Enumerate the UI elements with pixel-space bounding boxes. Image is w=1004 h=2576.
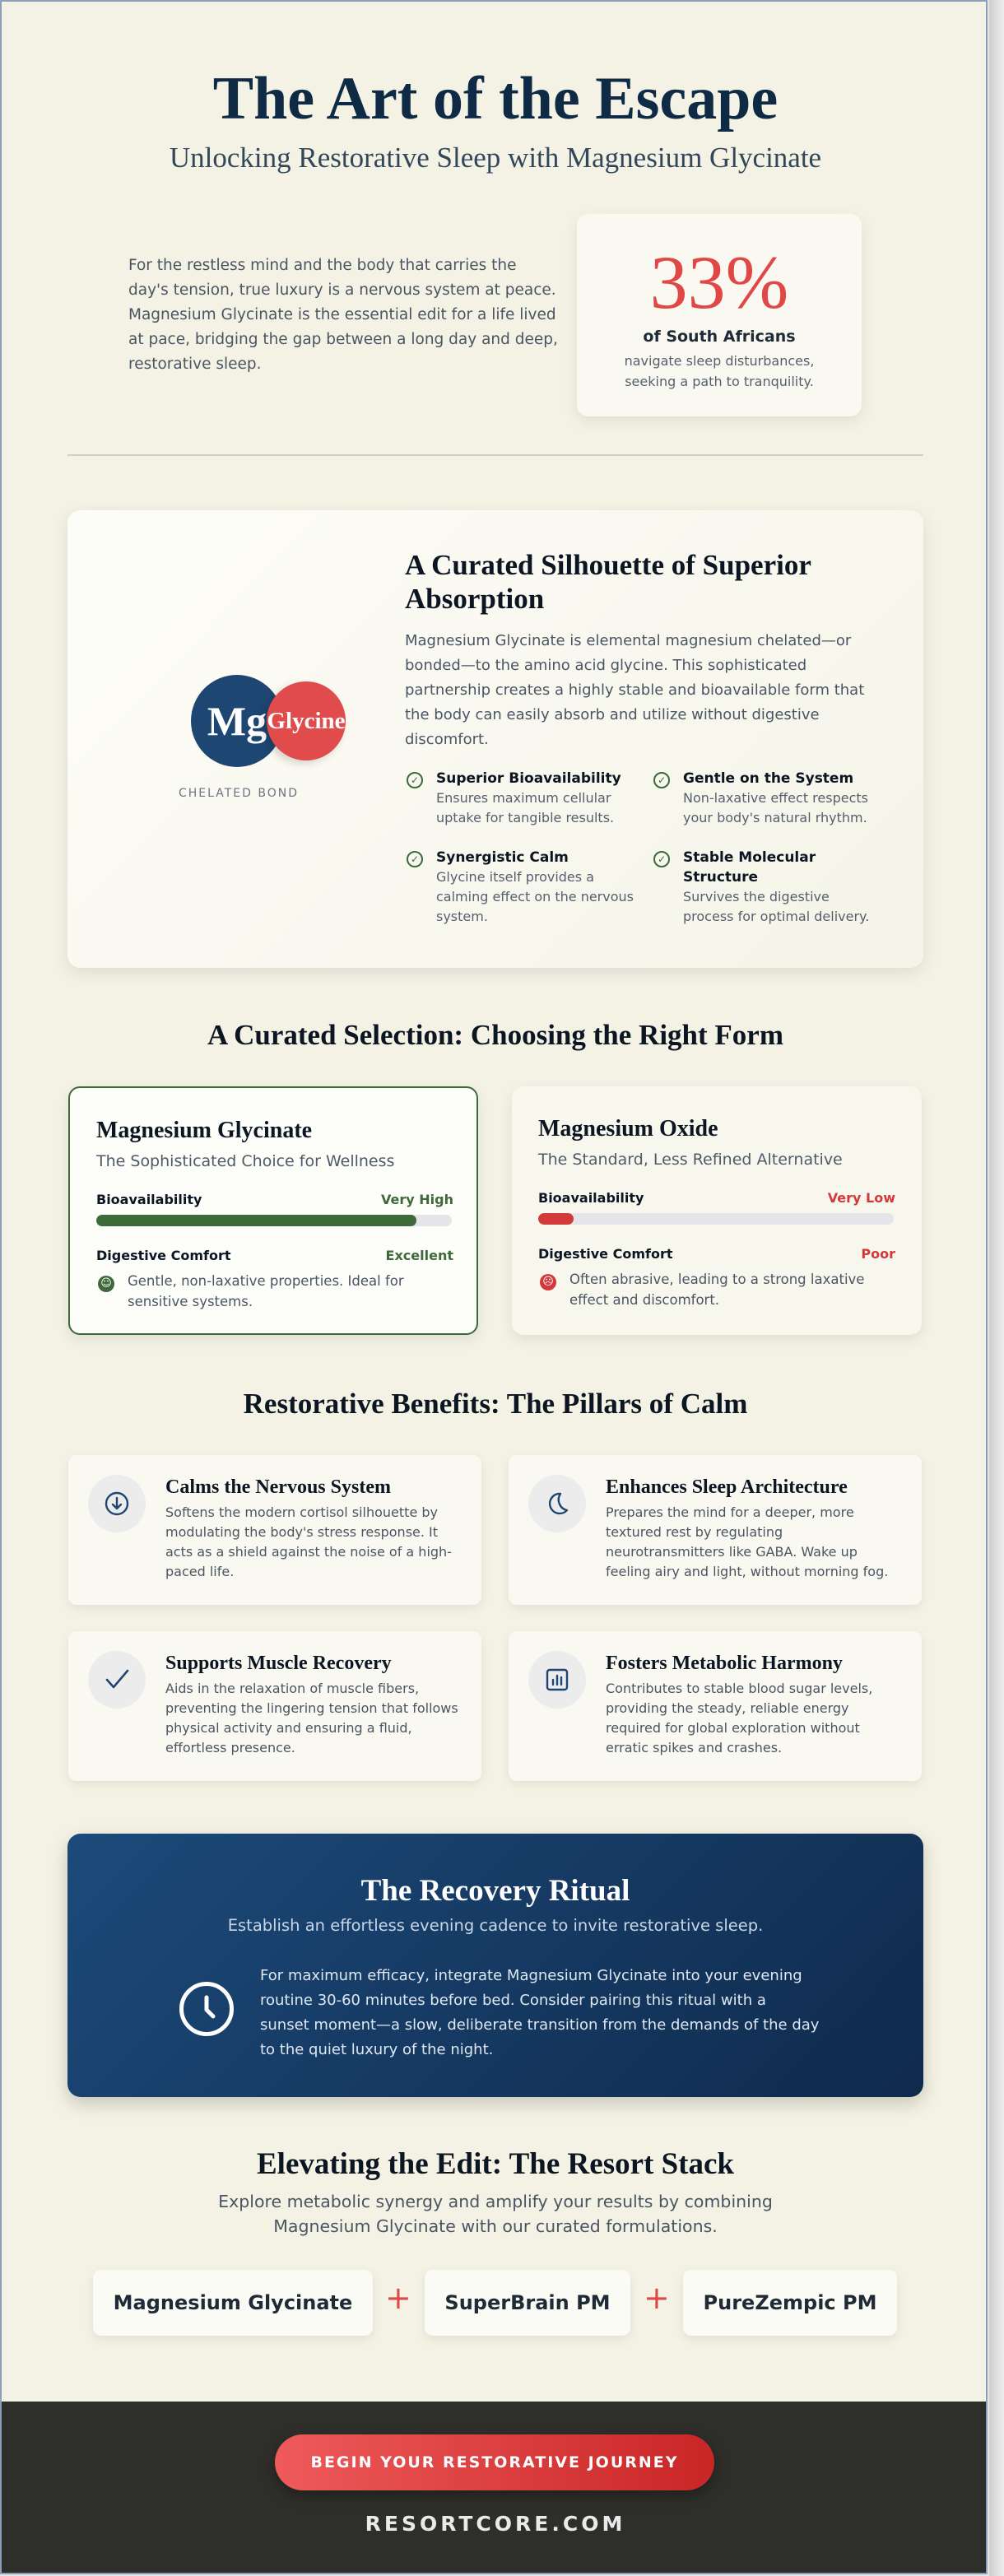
page-edge-shadow: [989, 0, 1004, 2576]
stat-label: of South Africans: [643, 328, 796, 346]
absorption-text: Magnesium Glycinate is elemental magnesium chelated—or bonded—to the amino acid glycine. This sophisticated partnership creates a highly stable and bioavailable form that the body can easily absorb and utilize without digestive discomfort.: [405, 632, 865, 748]
bioavailability-bar: [96, 1215, 452, 1226]
digestive-row: [538, 1246, 895, 1262]
site-link[interactable]: RESORTCORE.COM: [365, 2512, 626, 2536]
bar-chart-icon: [528, 1651, 586, 1709]
check-circle-icon: ✓: [407, 772, 423, 788]
product-pill-purezempic-pm[interactable]: PureZempic PM: [683, 2270, 897, 2336]
benefit-title: Supports Muscle Recovery: [165, 1653, 392, 1674]
feature-title: Superior Bioavailability: [436, 770, 621, 787]
benefit-card: [509, 1455, 922, 1605]
bioavailability-label: Bioavailability: [538, 1190, 644, 1206]
feature-title: Synergistic Calm: [436, 849, 569, 866]
section-divider: [67, 454, 923, 456]
product-pill-superbrain-pm[interactable]: SuperBrain PM: [425, 2270, 630, 2336]
feature-desc: Glycine itself provides a calming effect on the nervous system.: [436, 869, 634, 924]
plus-icon: +: [644, 2280, 670, 2316]
feature-item: [407, 848, 634, 927]
clock-icon: [179, 1982, 234, 2036]
form-subtitle: The Standard, Less Refined Alternative: [538, 1151, 843, 1169]
stat-card: [577, 214, 862, 416]
benefits-title: Restorative Benefits: The Pillars of Calm: [243, 1388, 748, 1420]
plus-icon: +: [385, 2280, 411, 2316]
feature-title: Gentle on the System: [683, 770, 854, 787]
stat-value: 33%: [649, 240, 789, 324]
check-circle-icon: ✓: [407, 851, 423, 867]
benefit-title: Fosters Metabolic Harmony: [606, 1653, 843, 1674]
benefit-desc: Contributes to stable blood sugar levels, providing the steady, reliable energy required for global exploration without erratic spikes and crashes.: [606, 1681, 873, 1755]
form-name: Magnesium Oxide: [538, 1116, 718, 1142]
benefit-desc: Prepares the mind for a deeper, more textured rest by regulating neurotransmitters like GABA. Wake up feeling airy and light, without morning fog.: [606, 1504, 889, 1579]
form-card-glycinate: [68, 1086, 478, 1335]
benefit-desc: Aids in the relaxation of muscle fibers, preventing the lingering tension that follows physical activity and ensuring a fluid, effortless presence.: [165, 1681, 458, 1755]
moon-icon: [528, 1475, 586, 1532]
check-circle-icon: ✓: [653, 772, 670, 788]
digestive-label: Digestive Comfort: [96, 1248, 231, 1263]
feature-item: [407, 769, 629, 826]
absorption-title: A Curated Silhouette of Superior Absorption: [405, 549, 811, 615]
ritual-panel: [67, 1834, 923, 2097]
bioavailability-bar-fill: [96, 1215, 416, 1226]
form-subtitle: The Sophisticated Choice for Wellness: [96, 1152, 395, 1170]
bioavailability-bar: [538, 1213, 894, 1225]
stack-subtitle: Explore metabolic synergy and amplify your results by combining Magnesium Glycinate with our curated formulations.: [218, 2192, 773, 2236]
benefit-card: [68, 1455, 481, 1605]
form-card-oxide: [512, 1086, 922, 1335]
benefit-title: Calms the Nervous System: [165, 1476, 391, 1498]
arrow-down-circle-icon: [88, 1475, 146, 1532]
smile-icon: ☺: [98, 1276, 114, 1292]
form-name: Magnesium Glycinate: [96, 1118, 313, 1143]
check-circle-icon: ✓: [653, 851, 670, 867]
frown-icon: ☹: [540, 1274, 556, 1290]
selection-title: A Curated Selection: Choosing the Right Form: [207, 1019, 783, 1051]
intro-text: For the restless mind and the body that carries the day's tension, true luxury is a nervous system at peace. Magnesium Glycinate is the essential edit for a life lived at pace, bridging the gap between a long day and deep, restorative sleep.: [128, 257, 558, 373]
page-title: The Art of the Escape: [212, 65, 779, 133]
feature-item: [653, 848, 876, 927]
bioavailability-value: Very Low: [827, 1190, 895, 1206]
digestive-value: Excellent: [385, 1248, 453, 1263]
chelated-bond-label: CHELATED BOND: [178, 787, 300, 800]
feature-item: [653, 769, 876, 826]
product-pill-magnesium-glycinate[interactable]: Magnesium Glycinate: [93, 2270, 373, 2336]
feature-title: Stable Molecular Structure: [683, 849, 816, 886]
check-icon: [88, 1651, 146, 1709]
footer: [2, 2402, 988, 2574]
digestive-row: [96, 1248, 453, 1263]
bioavailability-value: Very High: [381, 1192, 453, 1207]
bioavailability-bar-fill: [538, 1213, 574, 1225]
ritual-text: For maximum efficacy, integrate Magnesium Glycinate into your evening routine 30-60 minutes before bed. Consider pairing this ritual with a sunset moment—a slow, deliberate transition from the demands of the day to the quiet luxury of the night.: [260, 1967, 820, 2058]
mg-circle: Mg: [191, 675, 283, 767]
cta-button[interactable]: BEGIN YOUR RESTORATIVE JOURNEY: [275, 2434, 714, 2490]
ritual-subtitle: Establish an effortless evening cadence to invite restorative sleep.: [227, 1916, 764, 1935]
form-note: Gentle, non-laxative properties. Ideal for sensitive systems.: [128, 1273, 404, 1309]
form-note: Often abrasive, leading to a strong laxative effect and discomfort.: [569, 1272, 865, 1308]
feature-desc: Ensures maximum cellular uptake for tangible results.: [436, 790, 615, 825]
benefit-desc: Softens the modern cortisol silhouette by modulating the body's stress response. It acts as a shield against the noise of a high-paced life.: [165, 1504, 452, 1579]
bioavailability-label: Bioavailability: [96, 1192, 202, 1207]
digestive-label: Digestive Comfort: [538, 1246, 673, 1262]
bioavailability-row: [96, 1192, 453, 1207]
feature-desc: Survives the digestive process for optimal delivery.: [683, 889, 870, 924]
benefit-card: [68, 1631, 481, 1781]
benefit-card: [509, 1631, 922, 1781]
page-subtitle: Unlocking Restorative Sleep with Magnesium Glycinate: [169, 142, 822, 174]
feature-desc: Non-laxative effect respects your body's natural rhythm.: [683, 790, 868, 825]
digestive-value: Poor: [861, 1246, 895, 1262]
stack-title: Elevating the Edit: The Resort Stack: [256, 2147, 734, 2181]
glycine-circle: Glycine: [267, 681, 346, 760]
ritual-title: The Recovery Ritual: [360, 1874, 630, 1908]
stat-description: navigate sleep disturbances, seeking a path to tranquility.: [624, 353, 815, 389]
benefit-title: Enhances Sleep Architecture: [606, 1476, 848, 1498]
bioavailability-row: [538, 1190, 895, 1206]
